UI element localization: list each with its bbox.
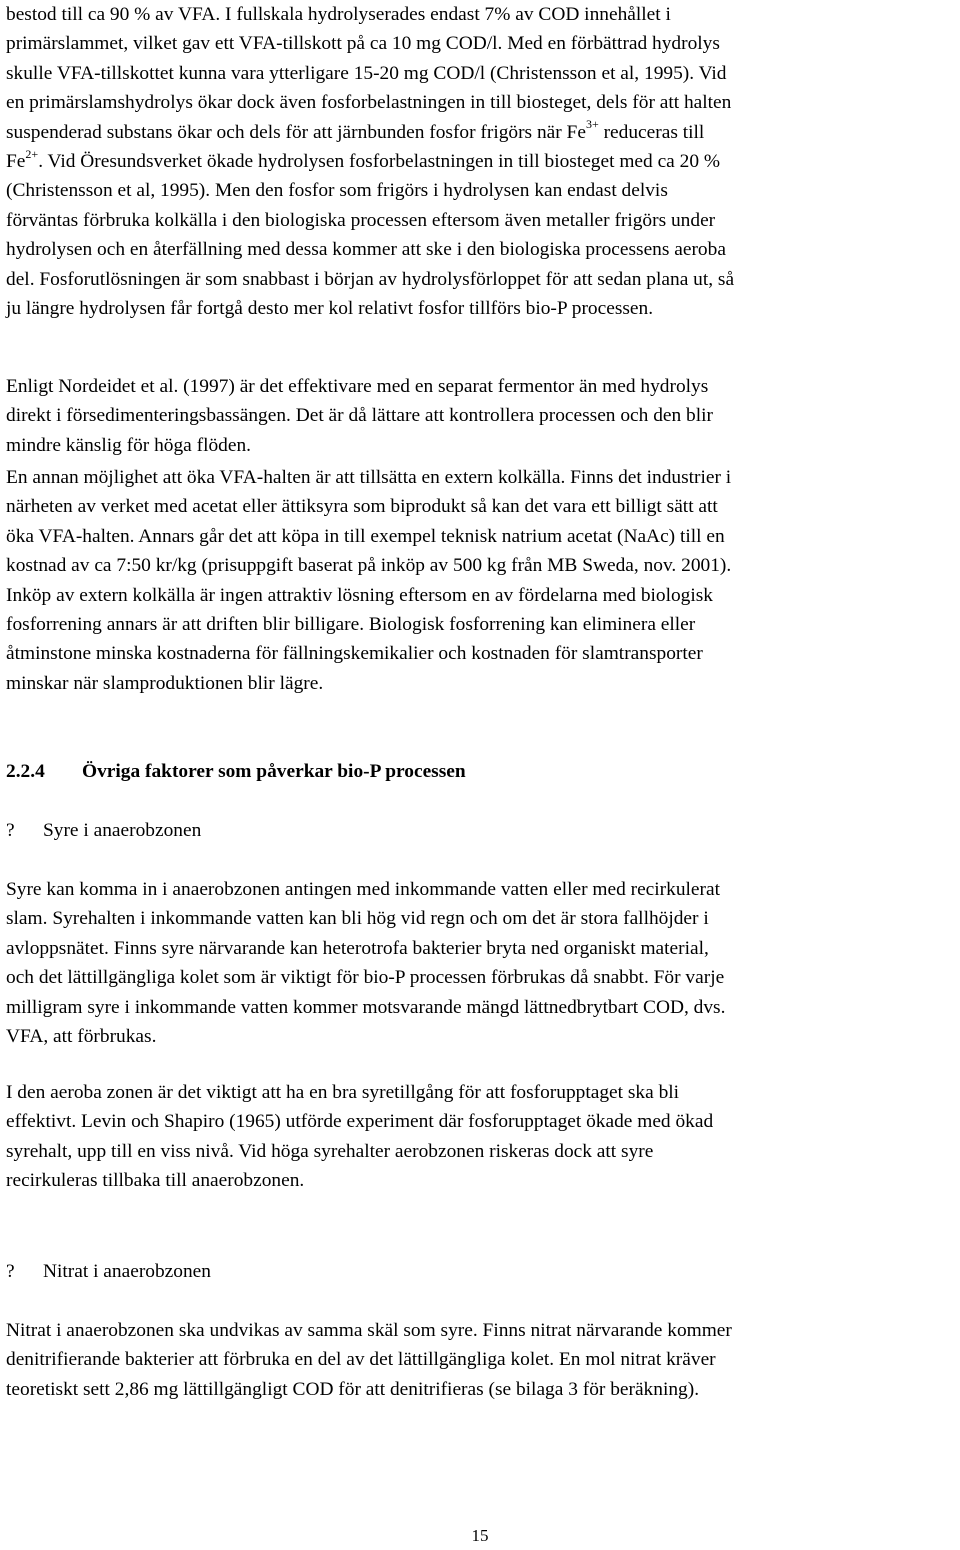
text-line: en primärslamshydrolys ökar dock även fosforbelastningen in till biosteget, dels för att halten <box>6 92 732 114</box>
text-line: Nitrat i anaerobzonen ska undvikas av samma skäl som syre. Finns nitrat närvarande kommer <box>6 1320 732 1341</box>
text-line: (Christensson et al, 1995). Men den fosfor som frigörs i hydrolysen kan endast delvis <box>6 180 668 202</box>
bullet-marker: ? <box>6 1261 15 1282</box>
text-line: skulle VFA-tillskottet kunna vara ytterligare 15-20 mg COD/l (Christensson et al, 1995). Vid <box>6 62 727 84</box>
text-line: förväntas förbruka kolkälla i den biologiska processen eftersom även metaller frigörs under <box>6 209 716 231</box>
text-line: hydrolysen och en återfällning med dessa kommer att ske i den biologiska processens aeroba <box>6 239 726 261</box>
text-line: recirkuleras tillbaka till anaerobzonen. <box>6 1170 305 1192</box>
text-line: åtminstone minska kostnaderna för fällningskemikalier och kostnaden för slamtransporter <box>6 643 703 665</box>
text-line: En annan möjlighet att öka VFA-halten är att tillsätta en extern kolkälla. Finns det industrier i <box>6 467 732 488</box>
superscript-charge: 3+ <box>585 117 599 132</box>
text-line <box>6 118 956 147</box>
text-line: och det lättillgängliga kolet som är viktigt för bio-P processen förbrukas då snabbt. För varje <box>6 967 725 989</box>
text-line: Syre kan komma in i anaerobzonen antingen med inkommande vatten eller med recirkulerat <box>6 879 720 900</box>
text-line: del. Fosforutlösningen är som snabbast i början av hydrolysförloppet för att sedan plana ut, så <box>6 268 735 290</box>
text-line: mindre känslig för höga flöden. <box>6 434 252 456</box>
text-line: primärslammet, vilket gav ett VFA-tillskott på ca 10 mg COD/l. Med en förbättrad hydrolys <box>6 33 720 55</box>
subheading-nitrate <box>6 1257 211 1286</box>
text-line: syrehalt, upp till en viss nivå. Vid höga syrehalter aerobzonen riskeras dock att syre <box>6 1140 654 1162</box>
text-line: direkt i försedimenteringsbassängen. Det är då lättare att kontrollera processen och den blir <box>6 405 713 427</box>
text-line: kostnad av ca 7:50 kr/kg (prisuppgift baserat på inköp av 500 kg från MB Sweda, nov. 2001). <box>6 555 732 577</box>
section-number: 2.2.4 <box>6 761 45 782</box>
paragraph-nitrate <box>6 1316 956 1404</box>
text-line: ju längre hydrolysen får fortgå desto mer kol relativt fosfor tillförs bio-P processen. <box>6 298 654 320</box>
bullet-marker: ? <box>6 820 15 841</box>
text-line: avloppsnätet. Finns syre närvarande kan heterotrofa bakterier bryta ned organiskt material, <box>6 937 709 959</box>
text-line: minskar när slamproduktionen blir lägre. <box>6 672 324 694</box>
text-line: I den aeroba zonen är det viktigt att ha en bra syretillgång för att fosforupptaget ska bli <box>6 1082 680 1103</box>
paragraph-fermentor <box>6 372 956 460</box>
paragraph-aerobic-zone <box>6 1078 956 1196</box>
superscript-charge: 2+ <box>25 146 39 161</box>
paragraph-hydrolysis <box>6 0 956 323</box>
text-line: Inköp av extern kolkälla är ingen attraktiv lösning eftersom en av fördelarna med biologisk <box>6 584 714 606</box>
text-line: effektivt. Levin och Shapiro (1965) utförde experiment där fosforupptaget ökade med ökad <box>6 1111 714 1133</box>
text-line: slam. Syrehalten i inkommande vatten kan bli hög vid regn och om det är stora fallhöjder i <box>6 908 709 930</box>
text-line: denitrifierande bakterier att förbruka en del av det lättillgängliga kolet. En mol nitrat kräver <box>6 1349 716 1371</box>
text-line: milligram syre i inkommande vatten kommer motsvarande mängd lättnedbrytbart COD, dvs. <box>6 996 726 1018</box>
paragraph-oxygen <box>6 875 956 1051</box>
text-line: bestod till ca 90 % av VFA. I fullskala hydrolyserades endast 7% av COD innehållet i <box>6 4 671 25</box>
text-line: närheten av verket med acetat eller ättiksyra som biprodukt så kan det vara ett billigt sätt att <box>6 496 718 518</box>
section-heading <box>6 757 466 786</box>
page-number: 15 <box>471 1526 489 1545</box>
paragraph-external-carbon <box>6 463 956 698</box>
text-line: Enligt Nordeidet et al. (1997) är det effektivare med en separat fermentor än med hydrolys <box>6 376 709 397</box>
text-fragment: suspenderad substans ökar och dels för att järnbunden fosfor frigörs när Fe <box>6 121 586 143</box>
subheading-title: Nitrat i anaerobzonen <box>43 1261 211 1282</box>
text-fragment: Fe <box>6 151 26 173</box>
subheading-oxygen <box>6 816 201 845</box>
section-title: Övriga faktorer som påverkar bio-P processen <box>82 761 466 782</box>
text-line: teoretiskt sett 2,86 mg lättillgängligt COD för att denitrifieras (se bilaga 3 för beräkning). <box>6 1378 700 1400</box>
text-line: öka VFA-halten. Annars går det att köpa in till exempel teknisk natrium acetat (NaAc) till en <box>6 525 725 547</box>
subheading-title: Syre i anaerobzonen <box>43 820 202 841</box>
text-fragment: . Vid Öresundsverket ökade hydrolysen fosforbelastningen in till biosteget med ca 20 % <box>38 151 721 173</box>
text-line <box>6 147 956 176</box>
text-fragment: reduceras till <box>598 121 705 143</box>
text-line: fosforrening annars är att driften blir billigare. Biologisk fosforrening kan eliminera eller <box>6 614 696 636</box>
text-line: VFA, att förbrukas. <box>6 1026 157 1048</box>
